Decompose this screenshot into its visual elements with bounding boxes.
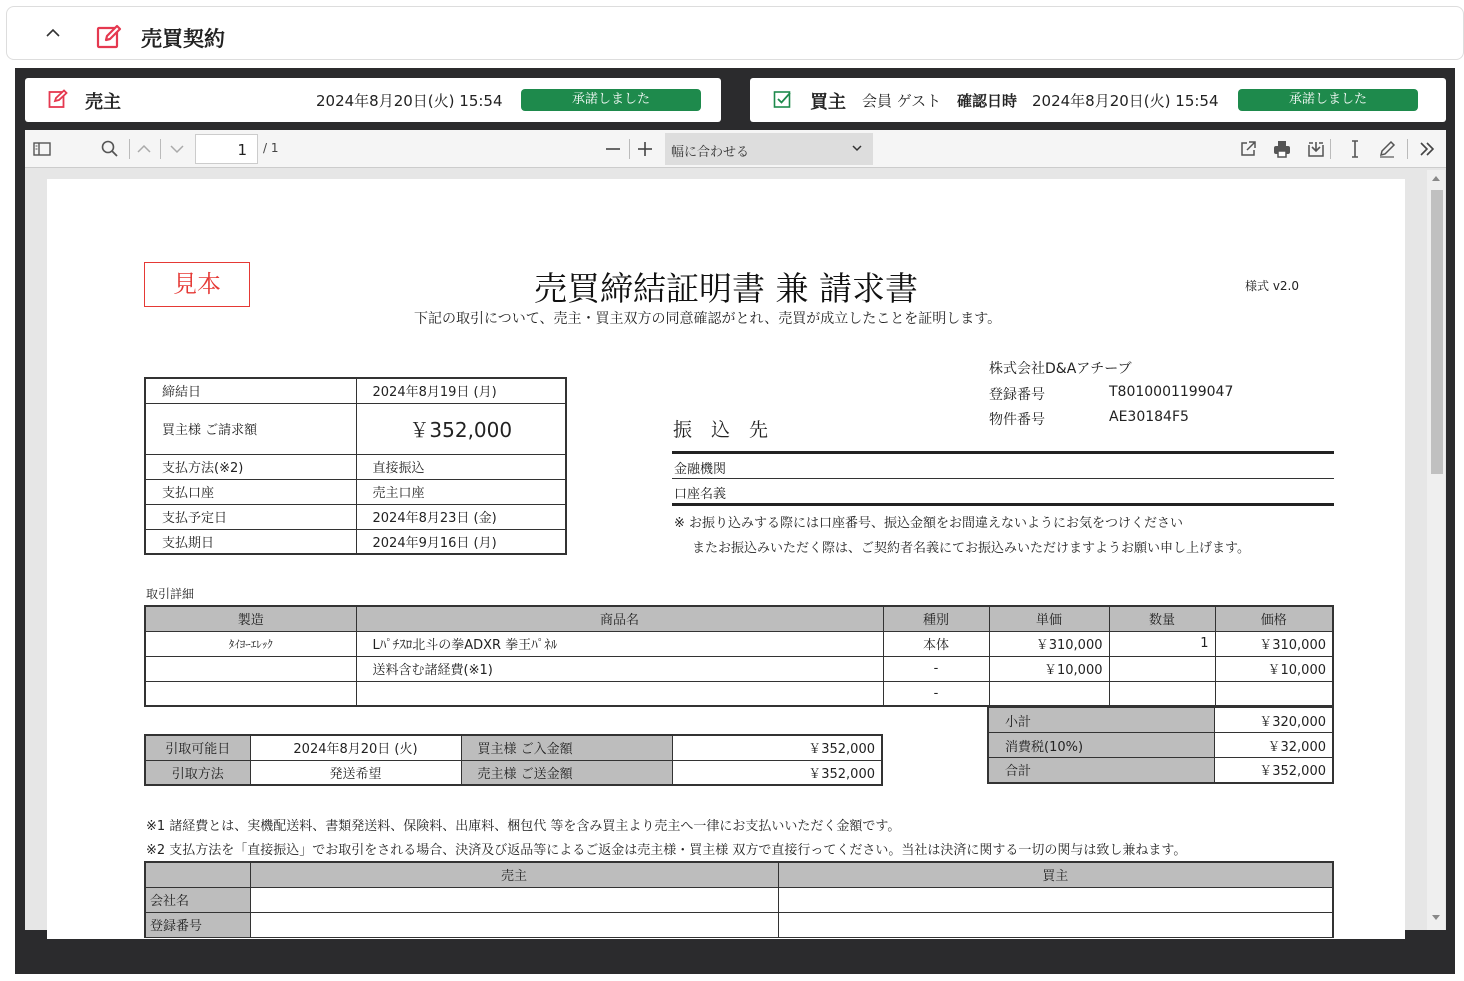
buyer-role: 買主 [810,92,846,113]
table-row: 支払予定日 2024年8月23日 (金) [145,504,566,529]
table-row: 支払口座 売主口座 [145,479,566,504]
summary-table [144,377,567,555]
document-subtitle: 下記の取引について、売主・買主双方の同意確認がとれ、売買が成立したことを証明します。 [414,311,1002,327]
pickup-table [144,734,883,786]
open-external-icon[interactable] [1238,139,1258,159]
table-header-row: 製造 商品名 種別 単価 数量 価格 [145,606,1333,631]
table-row: 会社名 [145,887,1333,912]
transfer-title: 振 込 先 [673,419,769,441]
table-row: ﾀｲﾖｰｴﾚｯｸ Lﾊﾟﾁｽﾛ北斗の拳ADXR 拳王ﾊﾟﾈﾙ 本体 ￥310,000 1 ￥310,000 [145,631,1333,656]
buyer-name: 会員 ゲスト [862,92,942,110]
table-row: 買主様 ご請求額 ￥352,000 [145,403,566,454]
pdf-toolbar [25,130,1446,168]
property-label: 物件番号 [989,412,1045,428]
table-row: - [145,681,1333,706]
zoom-select-value: 幅に合わせる [671,145,750,160]
zoom-out-icon[interactable] [603,139,623,159]
table-row: 支払方法(※2) 直接振込 [145,454,566,479]
property-number: AE30184F5 [1109,409,1189,425]
page-number-input[interactable]: 1 [195,134,258,164]
table-row: 送料含む諸経費(※1) - ￥10,000 ￥10,000 [145,656,1333,681]
table-row: 支払期日 2024年9月16日 (月) [145,529,566,554]
table-row: 消費税(10%) ￥32,000 [988,733,1333,758]
zoom-in-icon[interactable] [635,139,655,159]
scrollbar-thumb[interactable] [1431,190,1443,474]
section-title: 売買契約 [141,27,225,51]
table-row: 小計 ￥320,000 [988,708,1333,733]
table-row: 登録番号 [145,912,1333,937]
document-title: 売買締結証明書 兼 請求書 [534,269,918,308]
print-icon[interactable] [1272,139,1292,159]
details-table [144,605,1334,707]
transfer-note-1: ※ お振り込みする際には口座番号、振込金額をお間違えないようにお気をつけください [674,516,1184,531]
download-icon[interactable] [1306,139,1326,159]
buyer-card [750,78,1446,122]
table-row: 引取方法 発送希望 売主様 ご送金額 ￥352,000 [145,760,882,785]
pdf-viewer [25,130,1446,934]
form-version: 様式 v2.0 [1245,279,1300,293]
checkbox-checked-icon [773,90,792,109]
buyer-confirm-label: 確認日時 [957,92,1018,110]
chevron-up-icon[interactable] [134,139,154,159]
pdf-page [47,179,1405,939]
text-select-icon[interactable] [1345,139,1365,159]
more-tools-icon[interactable] [1417,139,1437,159]
sidebar-toggle-icon[interactable] [32,139,52,159]
bank-label: 金融機関 [674,462,727,477]
table-row: 合計 ￥352,000 [988,758,1333,783]
account-label: 口座名義 [674,487,727,502]
registration-number: T8010001199047 [1109,384,1234,400]
chevron-down-icon[interactable] [167,139,187,159]
edit-icon [96,24,122,50]
buyer-datetime: 2024年8月20日(火) 15:54 [1032,92,1219,110]
chevron-up-icon[interactable] [45,25,61,41]
sample-stamp: 見本 [144,262,250,307]
totals-table [987,707,1334,784]
search-icon[interactable] [100,139,120,159]
seller-card [25,78,721,122]
table-header-row: 売主 買主 [145,862,1333,887]
table-row: 締結日 2024年8月19日 (月) [145,378,566,403]
details-title: 取引詳細 [146,587,195,601]
buyer-status-badge: 承諾しました [1238,89,1418,111]
registration-label: 登録番号 [989,387,1045,403]
company-name: 株式会社D&Aアチーブ [989,361,1132,377]
zoom-select[interactable] [665,133,873,165]
section-header [6,6,1464,60]
footnote-1: ※1 諸経費とは、実機配送料、書類発送料、保険料、出庫料、梱包代 等を含み買主より売主へ一律にお支払いいただく金額です。 [146,819,901,834]
scroll-down-icon[interactable] [1432,915,1440,921]
seller-datetime: 2024年8月20日(火) 15:54 [316,92,503,110]
edit-icon [48,89,68,109]
transfer-note-2: またお振込みいただく際は、ご契約者名義にてお振込みいただけますようお願い申し上げます。 [692,541,1250,556]
parties-table [144,861,1334,938]
scrollbar[interactable] [1427,170,1445,930]
draw-icon[interactable] [1377,139,1397,159]
scroll-up-icon[interactable] [1432,175,1440,181]
chevron-down-icon [851,142,863,154]
footnote-2: ※2 支払方法を「直接振込」でお取引をされる場合、決済及び返品等によるご返金は売主様・買主様 双方で直接行ってください。当社は決済に関する一切の関与は致し兼ねます。 [146,843,1187,858]
seller-role: 売主 [85,92,121,113]
table-row: 引取可能日 2024年8月20日 (火) 買主様 ご入金額 ￥352,000 [145,735,882,760]
seller-status-badge: 承諾しました [521,89,701,111]
page-count: / 1 [263,141,279,155]
